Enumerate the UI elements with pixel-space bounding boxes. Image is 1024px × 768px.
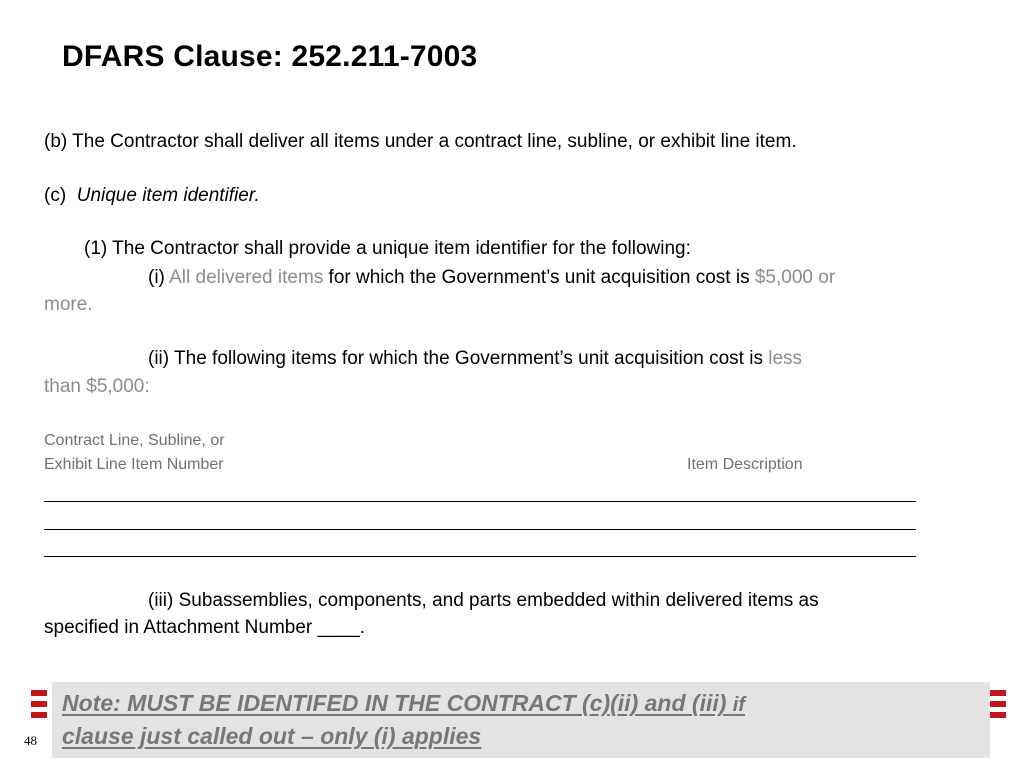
table-col1-header-line1: Contract Line, Subline, or	[44, 432, 225, 449]
item-i-prefix: (i)	[148, 267, 170, 288]
note-line-2: clause just called out – only (i) applies	[62, 723, 482, 749]
paragraph-b: (b) The Contractor shall deliver all items under a contract line, subline, or exhibit line item.	[44, 131, 797, 152]
paragraph-1: (1) The Contractor shall provide a unique item identifier for the following:	[84, 238, 691, 259]
slide-title: DFARS Clause: 252.211-7003	[62, 40, 478, 73]
item-i-middle: for which the Government’s unit acquisition cost is	[323, 267, 755, 288]
paragraph-c-prefix: (c)	[44, 185, 67, 206]
right-red-bars-icon	[990, 690, 1006, 726]
table-col1-header-line2: Exhibit Line Item Number	[44, 456, 224, 473]
item-i-line1	[148, 267, 835, 289]
note-line-1-main: Note: MUST BE IDENTIFED IN THE CONTRACT (c)(ii) and (iii)	[62, 690, 733, 716]
blank-entry-line-2	[44, 529, 916, 530]
blank-entry-line-3	[44, 556, 916, 557]
table-col2-header: Item Description	[687, 456, 803, 473]
note-line-1-small: if	[732, 694, 746, 716]
item-iii-line2: specified in Attachment Number ____.	[44, 617, 366, 638]
item-ii-line1	[148, 348, 802, 370]
item-ii-continuation: than $5,000:	[44, 376, 150, 397]
item-ii-highlight: less	[768, 348, 803, 369]
item-iii-line1: (iii) Subassemblies, components, and parts embedded within delivered items as	[148, 590, 819, 611]
page-number: 48	[24, 733, 37, 748]
note-line-1	[62, 690, 745, 717]
item-i-highlight-cost: $5,000 or	[754, 267, 836, 288]
paragraph-c	[44, 185, 260, 207]
blank-entry-line-1	[44, 501, 916, 502]
paragraph-c-heading: Unique item identifier.	[76, 185, 260, 206]
item-ii-main: (ii) The following items for which the Government’s unit acquisition cost is	[148, 348, 769, 369]
item-i-highlight-items: All delivered items	[169, 267, 324, 288]
item-i-continuation: more.	[44, 294, 93, 315]
left-red-bars-icon	[31, 690, 47, 726]
